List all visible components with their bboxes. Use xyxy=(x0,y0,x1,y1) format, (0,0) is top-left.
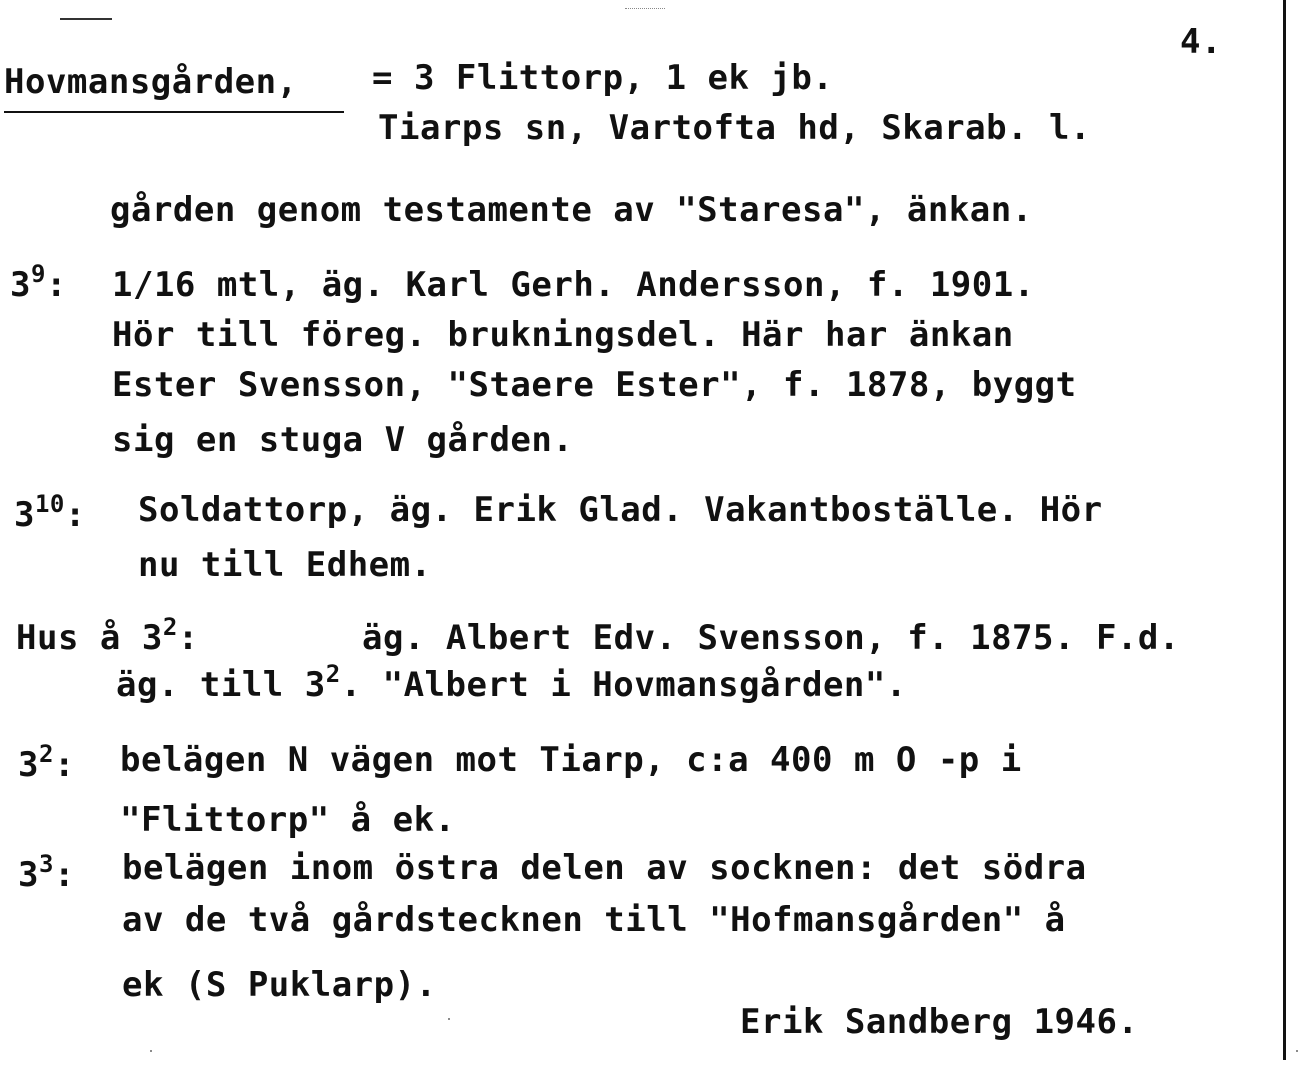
entry-4-line-1: belägen N vägen mot Tiarp, c:a 400 m O -p i xyxy=(120,740,1022,780)
entry-1-line-4: sig en stuga V gården. xyxy=(112,420,574,460)
signature: Erik Sandberg 1946. xyxy=(740,1002,1139,1042)
intro-line: gården genom testamente av "Staresa", änkan. xyxy=(110,190,1033,230)
entry-5-line-3: ek (S Puklarp). xyxy=(122,965,437,1005)
title-line-rest: = 3 Flittorp, 1 ek jb. xyxy=(372,58,834,98)
entry-5-line-2: av de två gårdstecknen till "Hofmansgården" å xyxy=(122,900,1066,940)
card-title: Hovmansgården, xyxy=(4,62,298,102)
entry-1-line-3: Ester Svensson, "Staere Ester", f. 1878, byggt xyxy=(112,365,1077,405)
entry-2-label: $3^{10}$: xyxy=(14,490,86,535)
entry-3-line-2: äg. till $3^2$. "Albert i Hovmansgården". xyxy=(116,660,907,705)
location-line: Tiarps sn, Vartofta hd, Skarab. l. xyxy=(378,108,1091,148)
top-dash xyxy=(60,18,112,20)
entry-3-line-1: äg. Albert Edv. Svensson, f. 1875. F.d. xyxy=(362,618,1180,658)
entry-1-line-1: 1/16 mtl, äg. Karl Gerh. Andersson, f. 1901. xyxy=(112,265,1035,305)
entry-4-label: $3^2$: xyxy=(18,740,75,785)
entry-5-line-1: belägen inom östra delen av socknen: det södra xyxy=(122,848,1087,888)
top-dots xyxy=(625,8,665,10)
speck xyxy=(448,1018,450,1020)
entry-1-label: $3^9$: xyxy=(10,260,67,305)
title-underline xyxy=(4,111,344,113)
speck xyxy=(150,1050,152,1052)
entry-2-line-2: nu till Edhem. xyxy=(138,545,432,585)
card-right-border xyxy=(1283,0,1286,1060)
entry-2-line-1: Soldattorp, äg. Erik Glad. Vakantboställe. Hör xyxy=(138,490,1103,530)
entry-1-line-2: Hör till föreg. brukningsdel. Här har änkan xyxy=(112,315,1014,355)
entry-5-label: $3^3$: xyxy=(18,850,75,895)
page-number: 4. xyxy=(1180,22,1222,62)
entry-4-line-2: "Flittorp" å ek. xyxy=(120,800,456,840)
speck xyxy=(1296,1050,1298,1052)
entry-3-label: Hus å $3^2$: xyxy=(16,613,199,658)
